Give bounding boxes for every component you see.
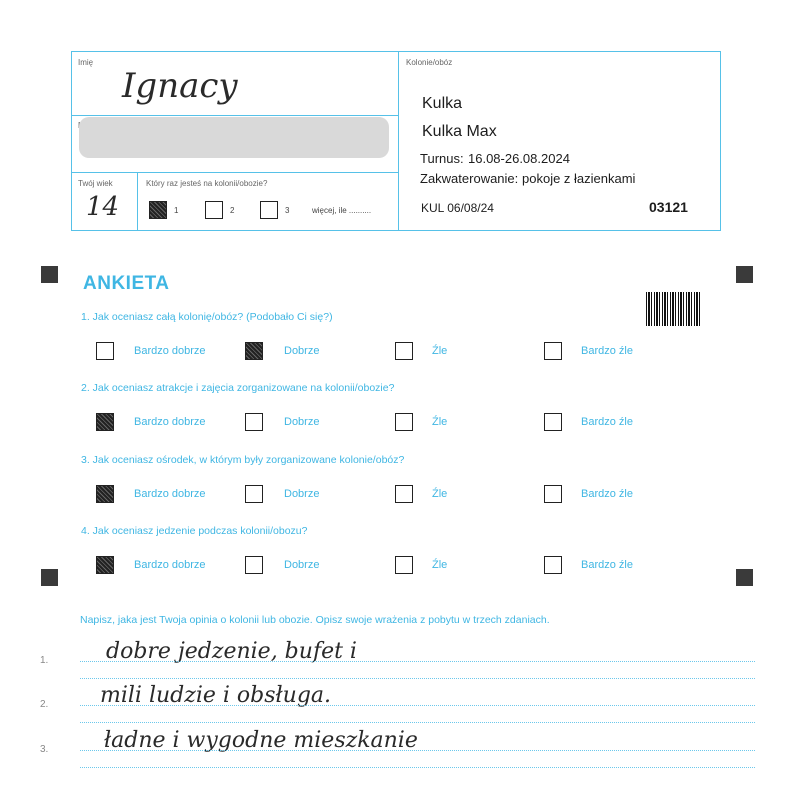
question-text: 2. Jak oceniasz atrakcje i zajęcia zorganizowane na kolonii/obozie? — [81, 382, 395, 394]
turnus-label: Turnus: — [420, 151, 464, 166]
writing-line — [80, 750, 755, 751]
answer-option-label: Źle — [432, 488, 448, 500]
times-option-2: 2 — [230, 206, 235, 215]
answer-checkbox[interactable] — [96, 342, 114, 360]
opinion-answer-text[interactable]: dobre jedzenie, bufet i — [106, 639, 357, 664]
line-number: 1. — [40, 655, 49, 666]
answer-option-label: Dobrze — [284, 345, 320, 357]
times-option-3: 3 — [285, 206, 290, 215]
times-checkbox-3[interactable] — [260, 201, 278, 219]
question-text: 3. Jak oceniasz ośrodek, w którym były zorganizowane kolonie/obóz? — [81, 454, 405, 466]
answer-option-label: Bardzo dobrze — [134, 488, 206, 500]
corner-marker — [41, 266, 58, 283]
answer-option-label: Bardzo dobrze — [134, 416, 206, 428]
corner-marker — [736, 569, 753, 586]
turnus-value: 16.08-26.08.2024 — [468, 151, 570, 166]
camp-label: Kolonie/obóz — [406, 58, 453, 67]
header-divider — [137, 172, 138, 230]
header-divider — [72, 172, 398, 173]
camp-code: KUL 06/08/24 — [421, 201, 494, 215]
age-label: Twój wiek — [78, 179, 113, 188]
answer-option-label: Bardzo źle — [581, 488, 633, 500]
accommodation-value: pokoje z łazienkami — [522, 171, 636, 186]
times-checkbox-2[interactable] — [205, 201, 223, 219]
surname-redaction — [79, 117, 389, 158]
opinion-answer-text[interactable]: ładne i wygodne mieszkanie — [104, 728, 418, 753]
age-value[interactable]: 14 — [86, 192, 120, 222]
answer-option-label: Dobrze — [284, 488, 320, 500]
answer-option-label: Źle — [432, 416, 448, 428]
times-more: więcej, ile .......... — [312, 206, 372, 215]
answer-checkbox[interactable] — [544, 342, 562, 360]
question-text: 1. Jak oceniasz całą kolonię/obóz? (Podobało Ci się?) — [81, 311, 333, 323]
writing-line — [80, 722, 755, 723]
opinion-answer-text[interactable]: mili ludzie i obsługa. — [100, 683, 332, 708]
question-text: 4. Jak oceniasz jedzenie podczas kolonii/obozu? — [81, 525, 308, 537]
answer-checkbox[interactable] — [245, 556, 263, 574]
first-name-value[interactable]: Ignacy — [122, 66, 238, 106]
answer-option-label: Źle — [432, 345, 448, 357]
answer-checkbox[interactable] — [544, 556, 562, 574]
writing-line — [80, 705, 755, 706]
line-number: 3. — [40, 744, 49, 755]
writing-line — [80, 678, 755, 679]
answer-checkbox[interactable] — [395, 485, 413, 503]
answer-option-label: Bardzo źle — [581, 416, 633, 428]
survey-title: ANKIETA — [83, 273, 170, 294]
answer-checkbox[interactable] — [544, 485, 562, 503]
header-divider — [72, 115, 398, 116]
answer-checkbox[interactable] — [544, 413, 562, 431]
opinion-prompt: Napisz, jaka jest Twoja opinia o kolonii lub obozie. Opisz swoje wrażenia z pobytu w trzech zdaniach. — [80, 614, 550, 626]
times-label: Który raz jesteś na kolonii/obozie? — [146, 179, 268, 188]
writing-line — [80, 767, 755, 768]
camp-subname: Kulka Max — [422, 123, 497, 140]
camp-name: Kulka — [422, 95, 463, 112]
answer-option-label: Bardzo dobrze — [134, 345, 206, 357]
answer-checkbox[interactable] — [245, 413, 263, 431]
corner-marker — [736, 266, 753, 283]
answer-checkbox[interactable] — [395, 342, 413, 360]
answer-option-label: Bardzo źle — [581, 345, 633, 357]
header-divider — [398, 52, 399, 230]
answer-checkbox[interactable] — [395, 413, 413, 431]
answer-option-label: Bardzo dobrze — [134, 559, 206, 571]
answer-checkbox[interactable] — [245, 485, 263, 503]
barcode — [646, 292, 702, 326]
answer-option-label: Źle — [432, 559, 448, 571]
answer-checkbox[interactable] — [96, 485, 114, 503]
writing-line — [80, 661, 755, 662]
times-checkbox-1[interactable] — [149, 201, 167, 219]
times-option-1: 1 — [174, 206, 179, 215]
answer-checkbox[interactable] — [96, 413, 114, 431]
form-number: 03121 — [649, 199, 688, 215]
answer-checkbox[interactable] — [96, 556, 114, 574]
line-number: 2. — [40, 699, 49, 710]
answer-option-label: Bardzo źle — [581, 559, 633, 571]
first-name-label: Imię — [78, 58, 94, 67]
corner-marker — [41, 569, 58, 586]
accommodation-label: Zakwaterowanie: — [420, 171, 519, 186]
answer-checkbox[interactable] — [395, 556, 413, 574]
answer-checkbox[interactable] — [245, 342, 263, 360]
answer-option-label: Dobrze — [284, 559, 320, 571]
answer-option-label: Dobrze — [284, 416, 320, 428]
